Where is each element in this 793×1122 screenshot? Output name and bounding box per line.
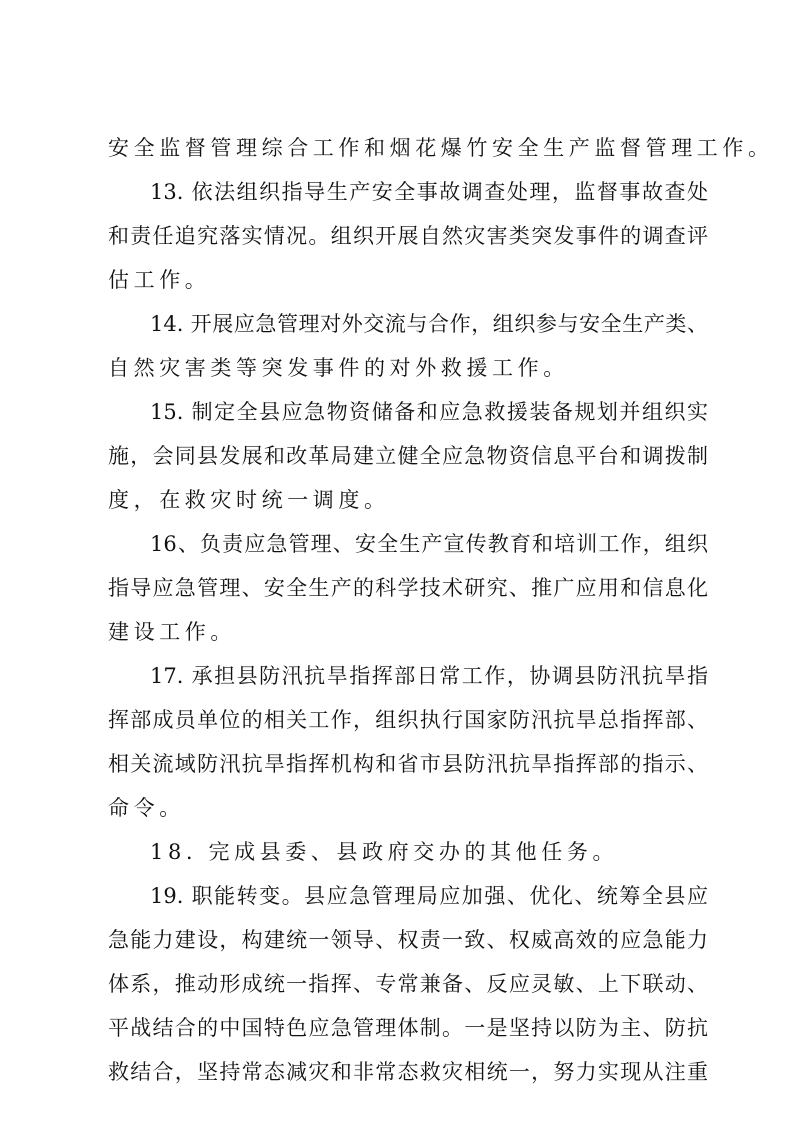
text-line: 15. 制定全县应急物资储备和应急救援装备规划并组织实 bbox=[150, 400, 708, 424]
text-line: 16、负责应急管理、安全生产宣传教育和培训工作，组织 bbox=[150, 532, 708, 556]
text-line: 安全监督管理综合工作和烟花爆竹安全生产监督管理工作。 bbox=[108, 136, 774, 160]
text-line: 施，会同县发展和改革局建立健全应急物资信息平台和调拨制 bbox=[108, 444, 708, 468]
text-line: 建设工作。 bbox=[108, 620, 236, 644]
text-line: 19. 职能转变。县应急管理局应加强、优化、统筹全县应 bbox=[150, 884, 708, 908]
text-line: 指导应急管理、安全生产的科学技术研究、推广应用和信息化 bbox=[108, 576, 708, 600]
text-line: 相关流域防汛抗旱指挥机构和省市县防汛抗旱指挥部的指示、 bbox=[108, 752, 708, 776]
text-line: 命令。 bbox=[108, 796, 185, 820]
text-line: 和责任追究落实情况。组织开展自然灾害类突发事件的调查评 bbox=[108, 224, 708, 248]
text-line: 估工作。 bbox=[108, 268, 211, 292]
text-line: 17. 承担县防汛抗旱指挥部日常工作，协调县防汛抗旱指 bbox=[150, 664, 708, 688]
text-line: 13. 依法组织指导生产安全事故调查处理，监督事故查处 bbox=[150, 180, 708, 204]
text-line: 18. 完成县委、县政府交办的其他任务。 bbox=[150, 840, 619, 864]
text-line: 自然灾害类等突发事件的对外救援工作。 bbox=[108, 356, 569, 380]
text-line: 平战结合的中国特色应急管理体制。一是坚持以防为主、防抗 bbox=[108, 1016, 708, 1040]
text-line: 救结合，坚持常态减灾和非常态救灾相统一，努力实现从注重 bbox=[108, 1060, 708, 1084]
text-line: 14. 开展应急管理对外交流与合作，组织参与安全生产类、 bbox=[150, 312, 708, 336]
text-line: 体系，推动形成统一指挥、专常兼备、反应灵敏、上下联动、 bbox=[108, 972, 708, 996]
text-line: 度，在救灾时统一调度。 bbox=[108, 488, 390, 512]
text-line: 挥部成员单位的相关工作，组织执行国家防汛抗旱总指挥部、 bbox=[108, 708, 708, 732]
text-line: 急能力建设，构建统一领导、权责一致、权威高效的应急能力 bbox=[108, 928, 708, 952]
